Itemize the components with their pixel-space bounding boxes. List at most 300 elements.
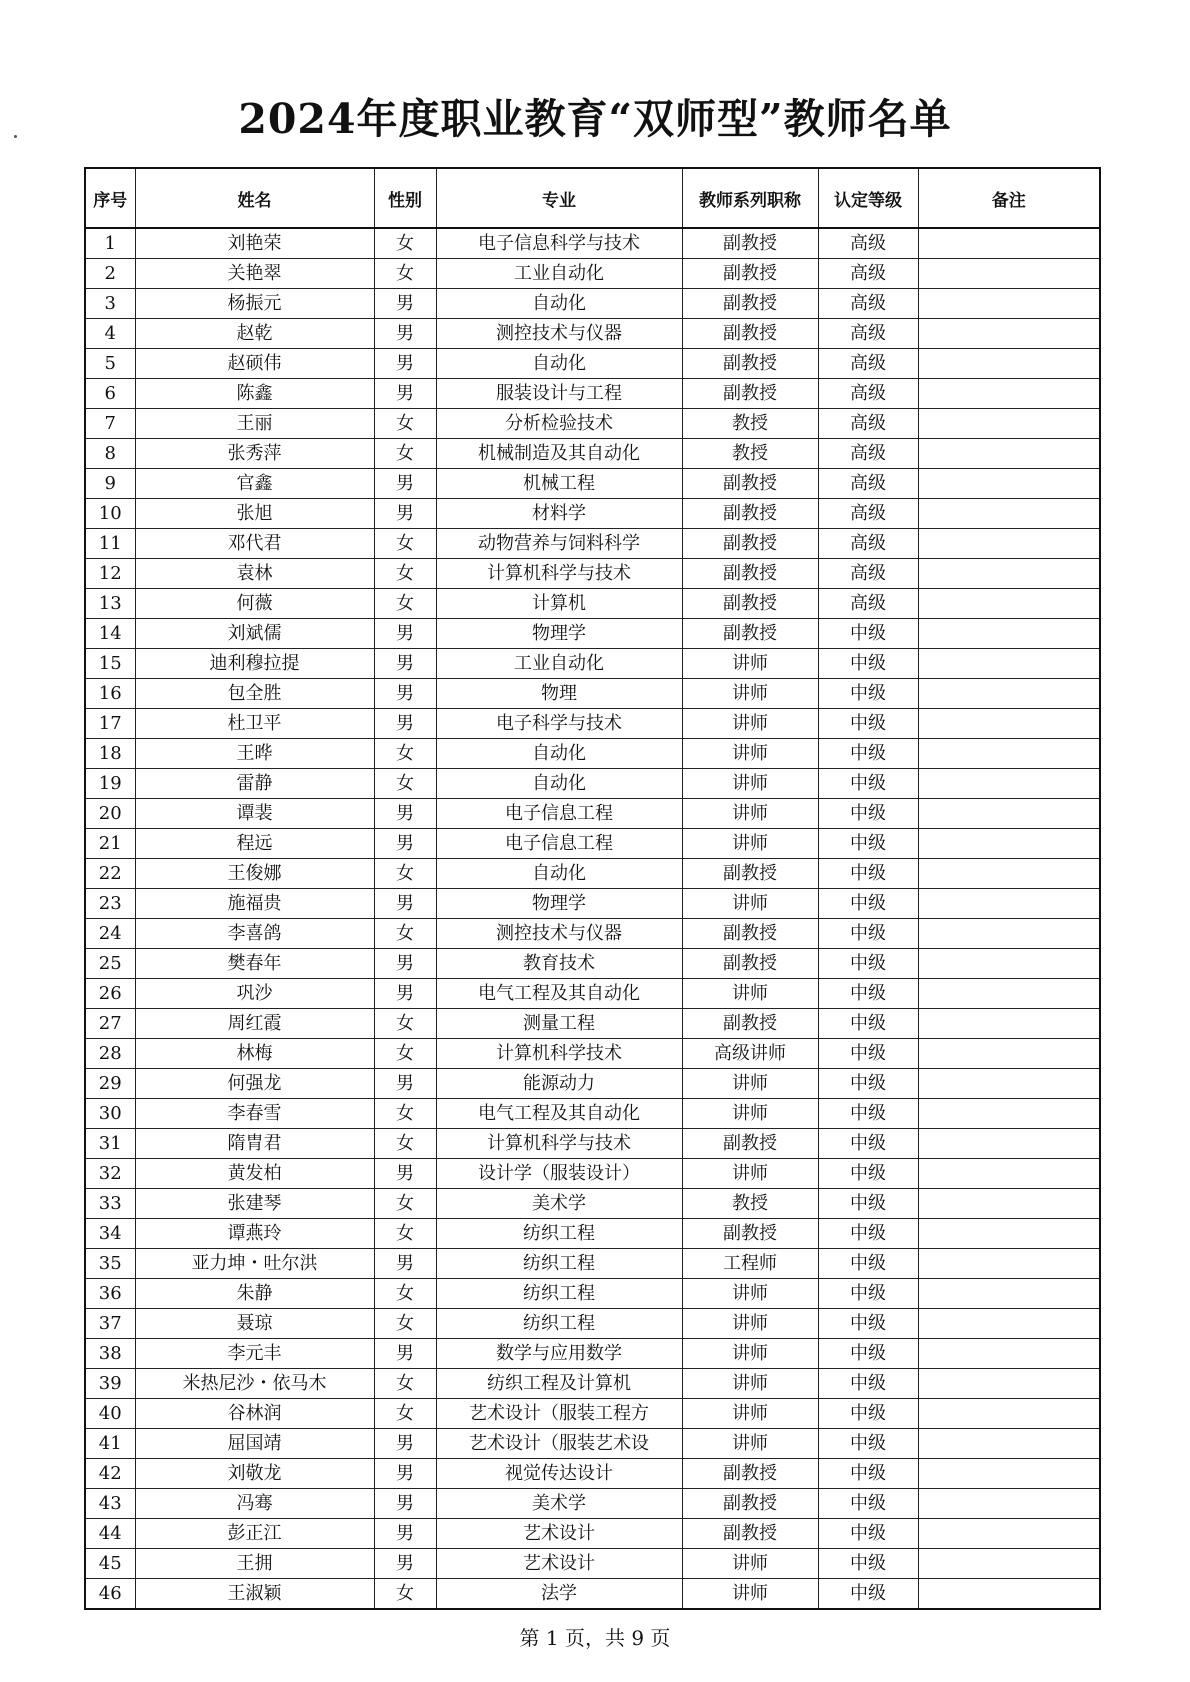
cell-level: 高级 [818, 469, 918, 499]
cell-remarks [918, 1129, 1100, 1159]
cell-title: 副教授 [682, 1459, 818, 1489]
table-row [85, 1129, 1100, 1159]
cell-title: 副教授 [682, 589, 818, 619]
cell-remarks [918, 259, 1100, 289]
cell-remarks [918, 1309, 1100, 1339]
table-row [85, 228, 1100, 259]
cell-level: 中级 [818, 1459, 918, 1489]
table-row [85, 829, 1100, 859]
cell-title: 教授 [682, 1189, 818, 1219]
col-header-index: 序号 [85, 168, 135, 228]
cell-name: 赵乾 [135, 319, 374, 349]
cell-level: 中级 [818, 1549, 918, 1579]
table-row [85, 949, 1100, 979]
cell-title: 讲师 [682, 1399, 818, 1429]
cell-name: 何薇 [135, 589, 374, 619]
cell-index: 4 [85, 319, 135, 349]
table-row [85, 859, 1100, 889]
col-header-level: 认定等级 [818, 168, 918, 228]
cell-major: 纺织工程 [436, 1219, 682, 1249]
cell-level: 中级 [818, 799, 918, 829]
cell-name: 周红霞 [135, 1009, 374, 1039]
cell-level: 中级 [818, 919, 918, 949]
cell-index: 46 [85, 1579, 135, 1610]
cell-remarks [918, 949, 1100, 979]
table-row [85, 1009, 1100, 1039]
cell-remarks [918, 1459, 1100, 1489]
cell-name: 樊春年 [135, 949, 374, 979]
cell-level: 中级 [818, 1309, 918, 1339]
cell-gender: 男 [374, 1069, 436, 1099]
cell-name: 张建琴 [135, 1189, 374, 1219]
cell-major: 法学 [436, 1579, 682, 1610]
cell-major: 分析检验技术 [436, 409, 682, 439]
cell-index: 6 [85, 379, 135, 409]
cell-index: 31 [85, 1129, 135, 1159]
cell-major: 测控技术与仪器 [436, 919, 682, 949]
cell-title: 副教授 [682, 289, 818, 319]
cell-major: 物理学 [436, 889, 682, 919]
cell-remarks [918, 1009, 1100, 1039]
cell-major: 数学与应用数学 [436, 1339, 682, 1369]
cell-remarks [918, 589, 1100, 619]
cell-major: 电气工程及其自动化 [436, 1099, 682, 1129]
cell-remarks [918, 1219, 1100, 1249]
cell-index: 22 [85, 859, 135, 889]
cell-name: 王丽 [135, 409, 374, 439]
cell-index: 32 [85, 1159, 135, 1189]
table-row [85, 1489, 1100, 1519]
cell-index: 11 [85, 529, 135, 559]
cell-level: 中级 [818, 889, 918, 919]
cell-major: 纺织工程及计算机 [436, 1369, 682, 1399]
cell-gender: 男 [374, 949, 436, 979]
cell-title: 工程师 [682, 1249, 818, 1279]
cell-level: 高级 [818, 589, 918, 619]
cell-gender: 女 [374, 1309, 436, 1339]
table-row [85, 649, 1100, 679]
table-row [85, 1369, 1100, 1399]
cell-name: 王晔 [135, 739, 374, 769]
cell-index: 40 [85, 1399, 135, 1429]
cell-major: 计算机科学技术 [436, 1039, 682, 1069]
cell-title: 副教授 [682, 1519, 818, 1549]
cell-remarks [918, 469, 1100, 499]
cell-name: 邓代君 [135, 529, 374, 559]
cell-level: 高级 [818, 319, 918, 349]
cell-title: 讲师 [682, 1579, 818, 1610]
cell-name: 王俊娜 [135, 859, 374, 889]
cell-gender: 女 [374, 409, 436, 439]
cell-index: 42 [85, 1459, 135, 1489]
cell-level: 中级 [818, 1579, 918, 1610]
roster-body [85, 228, 1100, 1609]
cell-remarks [918, 319, 1100, 349]
cell-index: 17 [85, 709, 135, 739]
cell-level: 中级 [818, 949, 918, 979]
table-row [85, 1069, 1100, 1099]
cell-remarks [918, 649, 1100, 679]
cell-gender: 男 [374, 649, 436, 679]
cell-major: 电气工程及其自动化 [436, 979, 682, 1009]
cell-gender: 男 [374, 979, 436, 1009]
cell-name: 刘斌儒 [135, 619, 374, 649]
cell-remarks [918, 1189, 1100, 1219]
cell-level: 高级 [818, 559, 918, 589]
cell-gender: 女 [374, 1279, 436, 1309]
cell-gender: 女 [374, 228, 436, 259]
cell-remarks [918, 1249, 1100, 1279]
cell-title: 讲师 [682, 649, 818, 679]
cell-level: 中级 [818, 1249, 918, 1279]
cell-major: 计算机 [436, 589, 682, 619]
cell-remarks [918, 919, 1100, 949]
table-row [85, 1399, 1100, 1429]
cell-gender: 女 [374, 1579, 436, 1610]
cell-level: 高级 [818, 259, 918, 289]
table-row [85, 619, 1100, 649]
cell-level: 中级 [818, 829, 918, 859]
cell-major: 自动化 [436, 739, 682, 769]
table-row [85, 1189, 1100, 1219]
cell-remarks [918, 739, 1100, 769]
cell-level: 中级 [818, 979, 918, 1009]
cell-name: 施福贵 [135, 889, 374, 919]
cell-level: 高级 [818, 349, 918, 379]
cell-index: 28 [85, 1039, 135, 1069]
table-row [85, 379, 1100, 409]
cell-major: 计算机科学与技术 [436, 559, 682, 589]
col-header-remarks: 备注 [918, 168, 1100, 228]
table-row [85, 1279, 1100, 1309]
cell-remarks [918, 1489, 1100, 1519]
cell-index: 14 [85, 619, 135, 649]
table-row [85, 1099, 1100, 1129]
table-row [85, 1579, 1100, 1610]
cell-name: 谭裴 [135, 799, 374, 829]
cell-remarks [918, 289, 1100, 319]
cell-index: 38 [85, 1339, 135, 1369]
cell-remarks [918, 439, 1100, 469]
cell-major: 物理 [436, 679, 682, 709]
cell-remarks [918, 1579, 1100, 1610]
cell-name: 王淑颖 [135, 1579, 374, 1610]
cell-name: 彭正江 [135, 1519, 374, 1549]
cell-title: 讲师 [682, 1309, 818, 1339]
cell-index: 41 [85, 1429, 135, 1459]
cell-gender: 女 [374, 439, 436, 469]
cell-remarks [918, 349, 1100, 379]
table-row [85, 589, 1100, 619]
cell-index: 27 [85, 1009, 135, 1039]
cell-major: 机械制造及其自动化 [436, 439, 682, 469]
cell-title: 讲师 [682, 1429, 818, 1459]
cell-index: 24 [85, 919, 135, 949]
cell-title: 讲师 [682, 799, 818, 829]
cell-title: 副教授 [682, 949, 818, 979]
cell-level: 中级 [818, 859, 918, 889]
table-row [85, 799, 1100, 829]
cell-title: 副教授 [682, 259, 818, 289]
teacher-roster-table [84, 167, 1101, 1610]
cell-major: 艺术设计（服装工程方 [436, 1399, 682, 1429]
cell-name: 朱静 [135, 1279, 374, 1309]
cell-title: 副教授 [682, 319, 818, 349]
cell-name: 冯骞 [135, 1489, 374, 1519]
cell-gender: 女 [374, 1399, 436, 1429]
cell-title: 副教授 [682, 1009, 818, 1039]
table-row [85, 1219, 1100, 1249]
cell-remarks [918, 1369, 1100, 1399]
cell-title: 副教授 [682, 619, 818, 649]
cell-gender: 男 [374, 1489, 436, 1519]
table-row [85, 319, 1100, 349]
cell-major: 计算机科学与技术 [436, 1129, 682, 1159]
table-row [85, 259, 1100, 289]
cell-index: 20 [85, 799, 135, 829]
cell-gender: 女 [374, 1009, 436, 1039]
cell-index: 29 [85, 1069, 135, 1099]
cell-title: 副教授 [682, 859, 818, 889]
cell-gender: 女 [374, 919, 436, 949]
cell-index: 34 [85, 1219, 135, 1249]
cell-title: 讲师 [682, 709, 818, 739]
cell-index: 8 [85, 439, 135, 469]
cell-title: 讲师 [682, 1369, 818, 1399]
cell-level: 中级 [818, 769, 918, 799]
cell-gender: 男 [374, 1519, 436, 1549]
cell-gender: 女 [374, 739, 436, 769]
cell-gender: 女 [374, 1189, 436, 1219]
cell-level: 高级 [818, 529, 918, 559]
cell-major: 材料学 [436, 499, 682, 529]
col-header-name: 姓名 [135, 168, 374, 228]
cell-major: 电子信息工程 [436, 829, 682, 859]
table-row [85, 889, 1100, 919]
cell-name: 隋胄君 [135, 1129, 374, 1159]
cell-title: 副教授 [682, 559, 818, 589]
cell-index: 19 [85, 769, 135, 799]
cell-name: 程远 [135, 829, 374, 859]
cell-index: 15 [85, 649, 135, 679]
cell-index: 13 [85, 589, 135, 619]
cell-title: 副教授 [682, 1219, 818, 1249]
cell-name: 官鑫 [135, 469, 374, 499]
cell-name: 陈鑫 [135, 379, 374, 409]
cell-gender: 男 [374, 1159, 436, 1189]
cell-name: 关艳翠 [135, 259, 374, 289]
cell-gender: 男 [374, 349, 436, 379]
header-row [85, 168, 1100, 228]
cell-index: 44 [85, 1519, 135, 1549]
cell-index: 36 [85, 1279, 135, 1309]
cell-major: 工业自动化 [436, 259, 682, 289]
col-header-gender: 性别 [374, 168, 436, 228]
cell-name: 亚力坤・吐尔洪 [135, 1249, 374, 1279]
cell-remarks [918, 1099, 1100, 1129]
cell-title: 讲师 [682, 1099, 818, 1129]
cell-level: 中级 [818, 1339, 918, 1369]
cell-index: 7 [85, 409, 135, 439]
cell-level: 中级 [818, 1519, 918, 1549]
cell-remarks [918, 559, 1100, 589]
table-row [85, 349, 1100, 379]
cell-gender: 男 [374, 709, 436, 739]
cell-level: 高级 [818, 499, 918, 529]
cell-title: 副教授 [682, 228, 818, 259]
cell-gender: 男 [374, 319, 436, 349]
cell-major: 纺织工程 [436, 1279, 682, 1309]
cell-gender: 女 [374, 589, 436, 619]
cell-title: 讲师 [682, 1339, 818, 1369]
cell-remarks [918, 1279, 1100, 1309]
cell-gender: 女 [374, 769, 436, 799]
cell-gender: 女 [374, 1129, 436, 1159]
col-header-major: 专业 [436, 168, 682, 228]
cell-major: 自动化 [436, 859, 682, 889]
cell-level: 中级 [818, 1189, 918, 1219]
table-row [85, 1459, 1100, 1489]
cell-title: 教授 [682, 439, 818, 469]
cell-major: 艺术设计 [436, 1519, 682, 1549]
cell-gender: 男 [374, 829, 436, 859]
cell-remarks [918, 529, 1100, 559]
cell-gender: 男 [374, 1249, 436, 1279]
cell-gender: 男 [374, 469, 436, 499]
cell-remarks [918, 379, 1100, 409]
cell-name: 李元丰 [135, 1339, 374, 1369]
cell-level: 中级 [818, 1279, 918, 1309]
cell-name: 李春雪 [135, 1099, 374, 1129]
cell-major: 测控技术与仪器 [436, 319, 682, 349]
cell-gender: 男 [374, 889, 436, 919]
cell-gender: 男 [374, 1429, 436, 1459]
cell-title: 副教授 [682, 499, 818, 529]
cell-level: 高级 [818, 439, 918, 469]
cell-major: 艺术设计 [436, 1549, 682, 1579]
cell-level: 中级 [818, 1039, 918, 1069]
cell-major: 教育技术 [436, 949, 682, 979]
cell-index: 39 [85, 1369, 135, 1399]
cell-gender: 男 [374, 499, 436, 529]
cell-name: 何强龙 [135, 1069, 374, 1099]
cell-title: 讲师 [682, 1279, 818, 1309]
cell-gender: 女 [374, 1369, 436, 1399]
table-row [85, 409, 1100, 439]
cell-name: 迪利穆拉提 [135, 649, 374, 679]
cell-level: 中级 [818, 1429, 918, 1459]
cell-title: 副教授 [682, 469, 818, 499]
cell-remarks [918, 228, 1100, 259]
cell-level: 中级 [818, 649, 918, 679]
cell-name: 刘艳荣 [135, 228, 374, 259]
document-title: 2024年度职业教育“双师型”教师名单 [238, 95, 952, 143]
cell-level: 中级 [818, 1369, 918, 1399]
cell-major: 设计学（服装设计） [436, 1159, 682, 1189]
cell-title: 讲师 [682, 1549, 818, 1579]
cell-remarks [918, 1429, 1100, 1459]
cell-index: 26 [85, 979, 135, 1009]
cell-major: 自动化 [436, 289, 682, 319]
cell-level: 中级 [818, 1219, 918, 1249]
cell-index: 43 [85, 1489, 135, 1519]
cell-name: 米热尼沙・依马木 [135, 1369, 374, 1399]
cell-title: 讲师 [682, 1159, 818, 1189]
cell-index: 18 [85, 739, 135, 769]
cell-level: 中级 [818, 739, 918, 769]
cell-index: 5 [85, 349, 135, 379]
table-row [85, 1039, 1100, 1069]
cell-major: 电子科学与技术 [436, 709, 682, 739]
cell-name: 谭燕玲 [135, 1219, 374, 1249]
cell-remarks [918, 709, 1100, 739]
cell-remarks [918, 829, 1100, 859]
cell-index: 25 [85, 949, 135, 979]
cell-level: 中级 [818, 1489, 918, 1519]
table-row [85, 559, 1100, 589]
cell-major: 纺织工程 [436, 1309, 682, 1339]
cell-gender: 女 [374, 1039, 436, 1069]
cell-remarks [918, 1519, 1100, 1549]
col-header-title: 教师系列职称 [682, 168, 818, 228]
cell-title: 讲师 [682, 679, 818, 709]
cell-gender: 男 [374, 799, 436, 829]
table-row [85, 439, 1100, 469]
cell-index: 9 [85, 469, 135, 499]
cell-index: 33 [85, 1189, 135, 1219]
cell-title: 教授 [682, 409, 818, 439]
cell-title: 副教授 [682, 379, 818, 409]
cell-name: 刘敬龙 [135, 1459, 374, 1489]
cell-index: 12 [85, 559, 135, 589]
table-row [85, 289, 1100, 319]
cell-name: 谷林润 [135, 1399, 374, 1429]
cell-major: 电子信息科学与技术 [436, 228, 682, 259]
cell-gender: 女 [374, 1219, 436, 1249]
cell-major: 服装设计与工程 [436, 379, 682, 409]
table-row [85, 1429, 1100, 1459]
table-row [85, 1249, 1100, 1279]
cell-name: 赵硕伟 [135, 349, 374, 379]
cell-title: 副教授 [682, 919, 818, 949]
cell-name: 包全胜 [135, 679, 374, 709]
cell-remarks [918, 859, 1100, 889]
cell-level: 高级 [818, 289, 918, 319]
cell-index: 2 [85, 259, 135, 289]
cell-name: 巩沙 [135, 979, 374, 1009]
cell-index: 35 [85, 1249, 135, 1279]
cell-title: 讲师 [682, 889, 818, 919]
cell-remarks [918, 409, 1100, 439]
cell-name: 聂琼 [135, 1309, 374, 1339]
cell-index: 16 [85, 679, 135, 709]
cell-name: 雷静 [135, 769, 374, 799]
table-row [85, 1339, 1100, 1369]
cell-title: 讲师 [682, 829, 818, 859]
cell-index: 10 [85, 499, 135, 529]
cell-gender: 男 [374, 619, 436, 649]
table-row [85, 979, 1100, 1009]
cell-title: 讲师 [682, 1069, 818, 1099]
cell-level: 中级 [818, 1399, 918, 1429]
table-row [85, 739, 1100, 769]
cell-remarks [918, 1159, 1100, 1189]
page-footer: 第 1 页，共 9 页 [519, 1626, 671, 1650]
table-row [85, 769, 1100, 799]
cell-gender: 女 [374, 559, 436, 589]
table-row [85, 1549, 1100, 1579]
table-row [85, 709, 1100, 739]
